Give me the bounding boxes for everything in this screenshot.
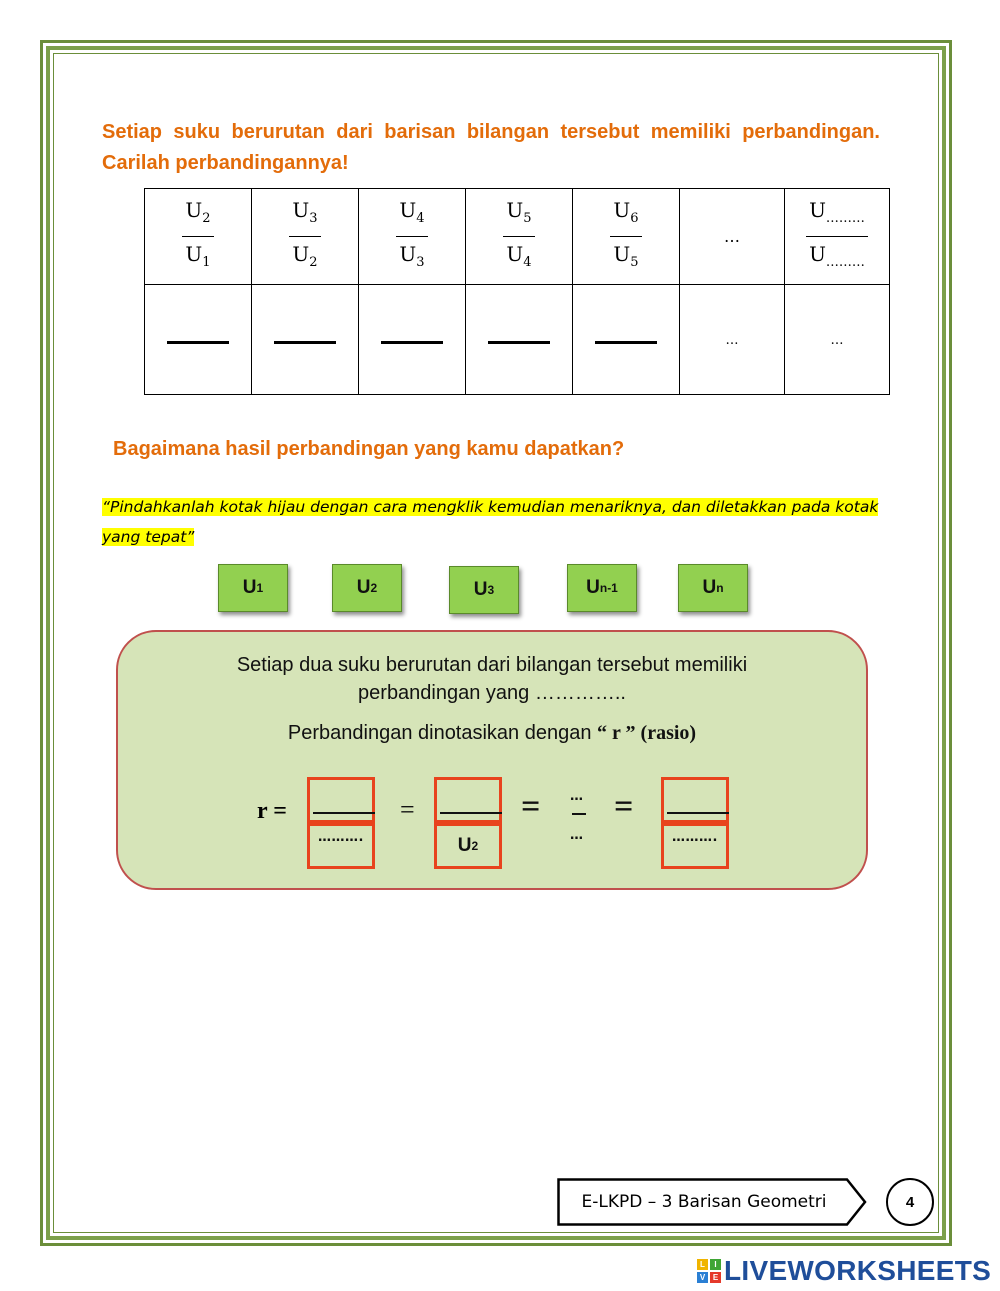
drop-box-denominator-3[interactable]: ………. — [661, 823, 729, 869]
ellipsis: … — [725, 332, 739, 348]
drag-tile-u3[interactable]: U 3 — [449, 566, 519, 614]
ratio-table — [144, 188, 890, 395]
drop-box-numerator-2[interactable] — [434, 777, 502, 823]
equals-sign: = — [521, 788, 541, 825]
answer-cell[interactable] — [466, 285, 573, 395]
drop-box-numerator-3[interactable] — [661, 777, 729, 823]
ratio-symbol: “ r ” (rasio) — [597, 722, 697, 744]
table-cell — [785, 189, 890, 285]
table-cell — [573, 189, 680, 285]
ellipsis-numerator: … — [570, 789, 584, 804]
fraction-u3-u2: $\frac{U_3}{U_2}$ — [289, 197, 320, 277]
drag-tile-un-1[interactable]: U n-1 — [567, 564, 637, 612]
answer-cell[interactable] — [145, 285, 252, 395]
drop-box-denominator-1[interactable]: ………. — [307, 823, 375, 869]
answer-cell[interactable] — [359, 285, 466, 395]
answer-blank-line — [595, 341, 657, 344]
answer-blank-line — [488, 341, 550, 344]
summary-line-1: Setiap dua suku berurutan dari bilangan tersebut memiliki — [236, 654, 748, 676]
table-cell — [680, 189, 785, 285]
ellipsis: … — [724, 226, 740, 246]
drag-tile-u1[interactable]: U 1 — [218, 564, 288, 612]
table-header-row — [145, 189, 890, 285]
summary-line-3: Perbandingan dinotasikan dengan “ r ” (rasio) — [287, 722, 697, 744]
summary-panel — [116, 630, 868, 890]
fraction-bar — [313, 812, 375, 814]
table-cell — [466, 189, 573, 285]
ellipsis: … — [830, 332, 844, 348]
drop-box-denominator-2[interactable]: U 2 — [434, 823, 502, 869]
equals-sign: = — [400, 795, 415, 824]
table-cell — [785, 285, 890, 395]
fraction-u4-u3: $\frac{U_4}{U_3}$ — [396, 197, 427, 277]
logo-wordmark: LIVEWORKSHEETS — [724, 1255, 992, 1286]
drag-tile-u2[interactable]: U 2 — [332, 564, 402, 612]
table-cell — [680, 285, 785, 395]
drag-tile-un[interactable]: U n — [678, 564, 748, 612]
page-number: 4 — [886, 1178, 934, 1226]
ellipsis-denominator: … — [570, 828, 584, 843]
table-cell — [145, 189, 252, 285]
fraction-generic: $\frac{U_{\dots\dots\dots}}{U_{\dots\dots\dots}}$ — [806, 197, 868, 277]
r-equals-label: r = — [257, 798, 287, 824]
table-answer-row — [145, 285, 890, 395]
liveworksheets-logo — [697, 1253, 991, 1289]
answer-cell[interactable] — [573, 285, 680, 395]
table-cell — [252, 189, 359, 285]
fraction-bar — [572, 813, 586, 815]
drag-instruction: “Pindahkanlah kotak hijau dengan cara mengklik kemudian menariknya, dan diletakkan pada kotak yang tepat” — [102, 498, 879, 546]
fraction-u5-u4: $\frac{U_5}{U_4}$ — [503, 197, 534, 277]
summary-line-2: perbandingan yang ………….. — [358, 682, 626, 704]
fraction-u2-u1: $\frac{U_2}{U_1}$ — [182, 197, 213, 277]
logo-badge-icon: L I V E — [697, 1259, 721, 1283]
equals-sign: = — [614, 788, 634, 825]
fraction-bar — [440, 812, 502, 814]
answer-blank-line — [274, 341, 336, 344]
footer-title: E-LKPD – 3 Barisan Geometri — [581, 1192, 827, 1212]
fraction-bar — [667, 812, 729, 814]
table-cell — [359, 189, 466, 285]
answer-blank-line — [167, 341, 229, 344]
answer-blank-line — [381, 341, 443, 344]
answer-cell[interactable] — [252, 285, 359, 395]
drop-box-numerator-1[interactable] — [307, 777, 375, 823]
intro-heading: Setiap suku berurutan dari barisan bilangan tersebut memiliki perbandingan. Carilah perbandingannya! — [102, 121, 880, 174]
question-heading: Bagaimana hasil perbandingan yang kamu dapatkan? — [113, 438, 625, 460]
fraction-u6-u5: $\frac{U_6}{U_5}$ — [610, 197, 641, 277]
